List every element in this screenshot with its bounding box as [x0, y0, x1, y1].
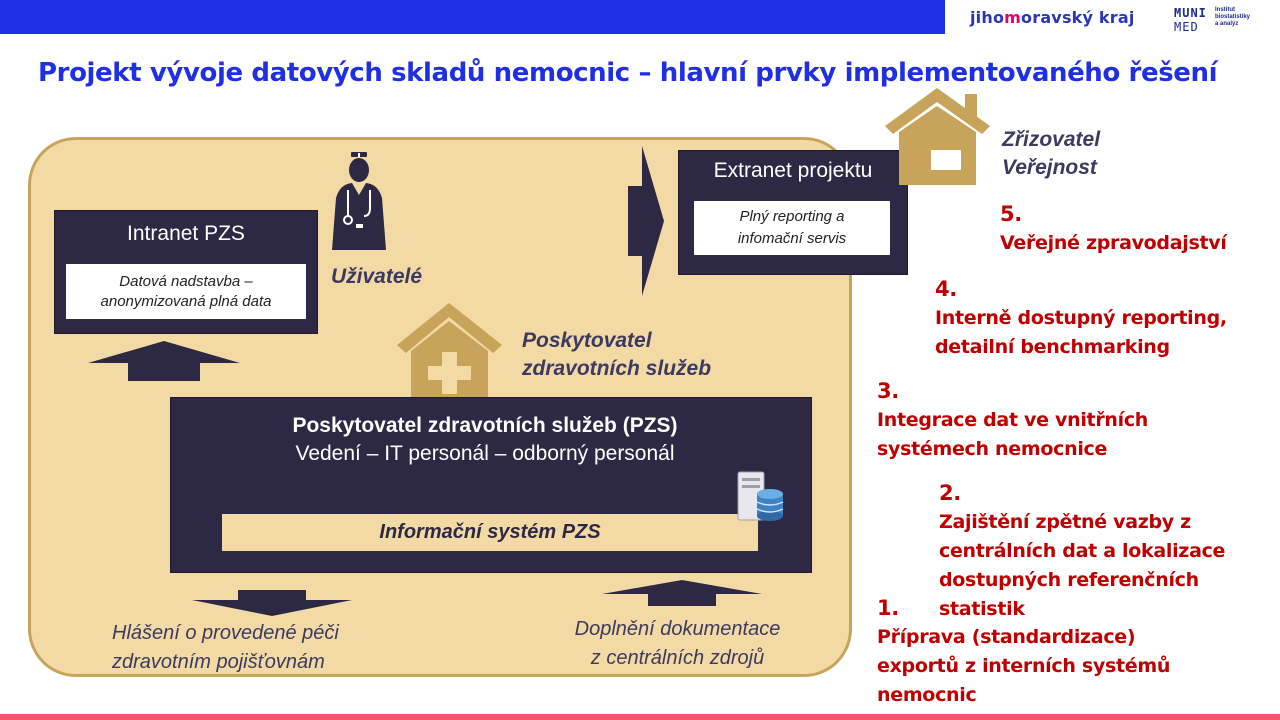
logo-institute-line: a analýz — [1215, 21, 1239, 27]
extranet-subtitle-line: Plný reporting a — [739, 208, 845, 225]
step-text-line: Příprava (standardizace) — [877, 626, 1136, 648]
step-text-line: exportů z interních systémů — [877, 655, 1171, 677]
report-to-insurers-line: zdravotním pojišťovnám — [112, 651, 325, 673]
provider-label-line: zdravotních služeb — [522, 357, 712, 380]
pzs-title: Poskytovatel zdravotních služeb (PZS) — [292, 414, 678, 437]
intranet-title: Intranet PZS — [127, 222, 245, 245]
arrow-right-icon — [626, 146, 666, 296]
provider-label — [522, 327, 711, 383]
extranet-title: Extranet projektu — [713, 159, 873, 182]
founder-label — [1002, 126, 1100, 182]
report-to-insurers-label — [112, 619, 412, 677]
top-banner — [0, 0, 945, 34]
step-4 — [935, 275, 1227, 362]
house-icon — [885, 88, 990, 185]
intranet-subtitle-line: Datová nadstavba – — [119, 272, 253, 290]
bottom-accent-line — [0, 714, 1280, 720]
step-1 — [877, 594, 1170, 710]
hospital-icon — [397, 303, 502, 408]
step-number: 4. — [935, 277, 957, 301]
logo-institute-text — [1215, 7, 1250, 28]
arrow-up-icon — [88, 341, 240, 381]
logo-jmk-highlight: m — [1004, 8, 1022, 27]
step-text-line: Interně dostupný reporting, — [935, 307, 1227, 329]
logo-jmk-part1: jiho — [970, 8, 1005, 27]
logo-muni-line1: MUNI — [1174, 6, 1207, 20]
step-5 — [1000, 200, 1227, 258]
step-text-line: Zajištění zpětné vazby z — [939, 511, 1191, 533]
logo-jihomoravsky-kraj — [970, 8, 1135, 27]
provider-label-line: Poskytovatel — [522, 329, 652, 352]
step-text-line: dostupných referenčních statistik — [939, 569, 1199, 620]
step-text-line: Integrace dat ve vnitřních — [877, 409, 1149, 431]
step-number: 3. — [877, 379, 899, 403]
database-icon — [736, 470, 786, 525]
step-text-line: systémech nemocnice — [877, 438, 1108, 460]
founder-label-line: Veřejnost — [1002, 156, 1097, 179]
pzs-subtitle: Vedení – IT personál – odborný personál — [295, 442, 675, 465]
logo-jmk-part2: oravský kraj — [1021, 8, 1135, 27]
extranet-subtitle — [694, 201, 890, 255]
logo-institute-line: Institut — [1215, 7, 1235, 13]
page-title: Projekt vývoje datových skladů nemocnic – hlavní prvky implementovaného řešení — [38, 58, 1218, 88]
logo-muni-line2: MED — [1174, 20, 1199, 34]
step-text-line: detailní benchmarking — [935, 336, 1170, 358]
logo-muni-med — [1174, 6, 1207, 34]
central-docs-line: z centrálních zdrojů — [590, 647, 765, 669]
doctor-icon — [330, 150, 388, 255]
step-text-line: Veřejné zpravodajství — [1000, 232, 1227, 254]
step-text-line: centrálních dat a lokalizace — [939, 540, 1226, 562]
arrow-up-icon — [602, 580, 762, 606]
step-text-line: nemocnic — [877, 684, 977, 706]
step-number: 2. — [939, 481, 961, 505]
logo-institute-line: biostatistiky — [1215, 14, 1251, 20]
users-label: Uživatelé — [331, 265, 423, 288]
central-docs-line: Doplnění dokumentace — [574, 618, 781, 640]
central-docs-label — [540, 615, 815, 673]
step-3 — [877, 377, 1148, 464]
step-number: 5. — [1000, 202, 1022, 226]
intranet-subtitle-line: anonymizovaná plná data — [100, 292, 272, 310]
arrow-down-icon — [192, 590, 352, 616]
extranet-subtitle-line: infomační servis — [737, 230, 847, 247]
step-number: 1. — [877, 596, 899, 620]
intranet-subtitle — [66, 264, 306, 319]
info-system-bar: Informační systém PZS — [222, 514, 758, 551]
report-to-insurers-line: Hlášení o provedené péči — [112, 622, 339, 644]
founder-label-line: Zřizovatel — [1002, 128, 1101, 151]
